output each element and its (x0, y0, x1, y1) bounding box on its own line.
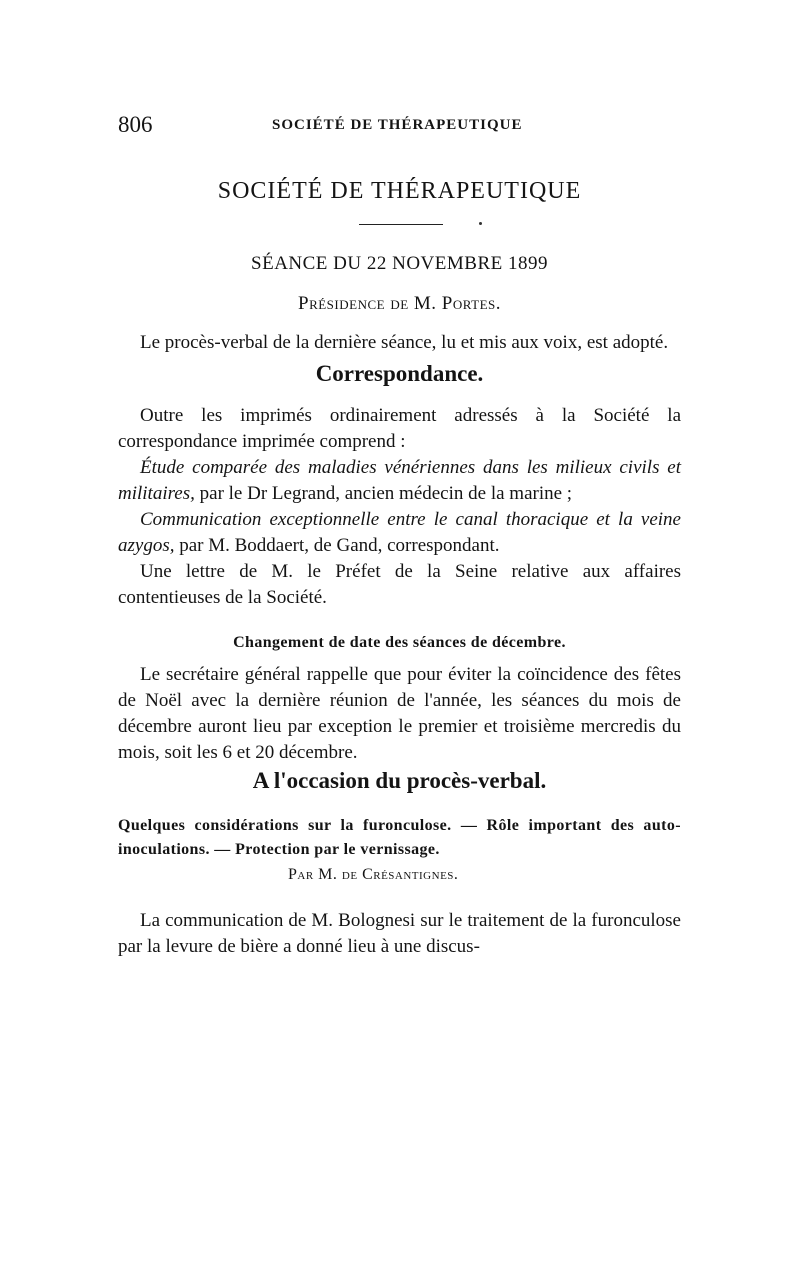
changement-heading: Changement de date des séances de décembre. (233, 634, 566, 651)
title-rule (359, 224, 443, 225)
seance-date: SÉANCE DU 22 NOVEMBRE 1899 (251, 253, 548, 274)
item-title: Communication exceptionnelle entre le canal thoracique et la veine azygos, (118, 509, 681, 556)
running-title: SOCIÉTÉ DE THÉRAPEUTIQUE (272, 117, 523, 133)
item-author: par le Dr Legrand, ancien médecin de la marine ; (194, 483, 573, 504)
minutes-adopted-paragraph: Le procès-verbal de la dernière séance, lu et mis aux voix, est adopté. (140, 332, 669, 353)
correspondance-letter: Une lettre de M. le Préfet de la Seine relative aux affaires contentieuses de la Société. (118, 561, 681, 608)
society-title: SOCIÉTÉ DE THÉRAPEUTIQUE (217, 178, 582, 204)
page-number: 806 (118, 112, 153, 137)
presidence: Présidence de M. Portes. (298, 293, 501, 314)
rule-dot (479, 222, 482, 225)
occasion-paragraph: La communication de M. Bolognesi sur le traitement de la furonculose par la levure de bière a donné lieu à une discus- (118, 910, 681, 957)
book-page (118, 112, 681, 960)
article-title: Quelques considérations sur la furonculose. — Rôle important des auto-inoculations. — Protection par le vernissage. (118, 817, 681, 858)
item-author: par M. Boddaert, de Gand, correspondant. (174, 535, 500, 556)
correspondance-lead: Outre les imprimés ordinairement adressés à la Société la correspondance imprimée comprend : (118, 405, 681, 452)
correspondance-item-legrand (118, 455, 681, 507)
correspondance-item-boddaert (118, 507, 681, 559)
occasion-heading: A l'occasion du procès-verbal. (252, 768, 547, 793)
running-head (118, 112, 681, 142)
title-divider (118, 206, 681, 236)
article-byline: Par M. de Crésantignes. (288, 866, 459, 883)
correspondance-heading: Correspondance. (315, 361, 484, 386)
changement-paragraph: Le secrétaire général rappelle que pour éviter la coïncidence des fêtes de Noël avec la dernière réunion de l'année, les séances du mois de décembre auront lieu par exception le premier et troisième mercredis du mois, soit les 6 et 20 décembre. (118, 664, 681, 763)
item-title: Étude comparée des maladies vénériennes dans les milieux civils et militaires, (118, 457, 681, 504)
